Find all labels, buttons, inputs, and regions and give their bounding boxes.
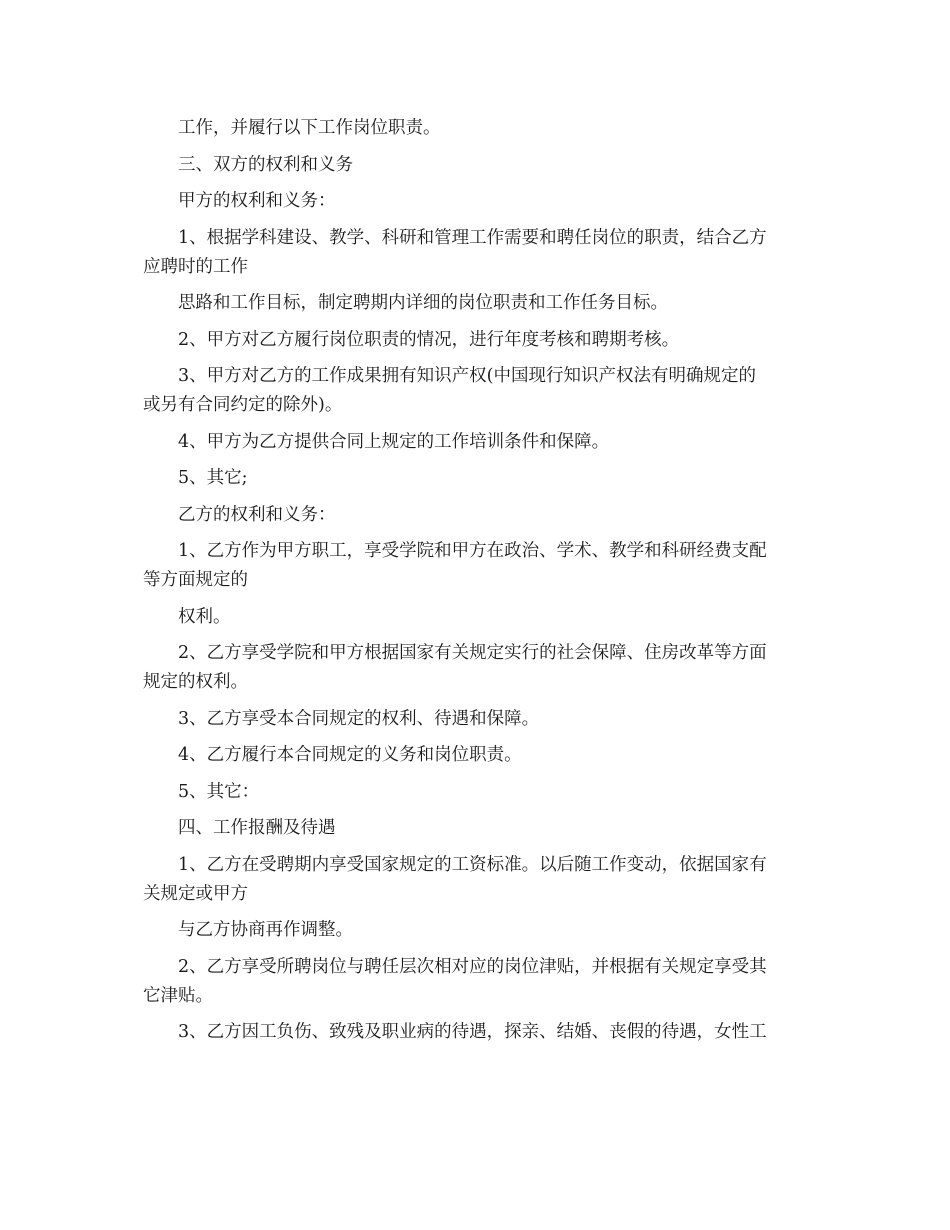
paragraph-line: 4、乙方履行本合同规定的义务和岗位职责。: [178, 745, 522, 765]
paragraph: [143, 705, 808, 734]
paragraph: [143, 326, 808, 355]
paragraph-line: 5、其它：: [178, 781, 260, 802]
paragraph-line: 思路和工作目标，制定聘期内详细的岗位职责和工作任务目标。: [178, 293, 668, 313]
paragraph-line: 3、乙方享受本合同规定的权利、待遇和保障。: [178, 708, 540, 729]
paragraph-line: 等方面规定的: [143, 570, 248, 590]
document-body: [143, 114, 808, 1055]
paragraph-line: 权利。: [178, 606, 231, 627]
paragraph: [143, 428, 808, 457]
paragraph: [143, 916, 808, 945]
paragraph-line: 1、乙方在受聘期内享受国家规定的工资标准。以后随工作变动，依据国家有: [178, 854, 767, 875]
paragraph: [143, 362, 808, 420]
paragraph: [143, 224, 808, 282]
paragraph-line: 2、乙方享受学院和甲方根据国家有关规定实行的社会保障、住房改革等方面: [178, 643, 767, 663]
subheading: [143, 187, 808, 216]
section-heading-text: 三、双方的权利和义务: [178, 154, 353, 175]
section-heading: [143, 151, 808, 180]
paragraph-line: 1、乙方作为甲方职工，享受学院和甲方在政治、学术、教学和科研经费支配: [178, 541, 767, 561]
paragraph-line: 1、根据学科建设、教学、科研和管理工作需要和聘任岗位的职责，结合乙方: [178, 227, 767, 248]
paragraph-line: 工作，并履行以下工作岗位职责。: [178, 118, 441, 138]
paragraph: [143, 603, 808, 632]
section-heading: [143, 814, 808, 843]
paragraph-line: 4、甲方为乙方提供合同上规定的工作培训条件和保障。: [178, 431, 610, 452]
subheading-text: 乙方的权利和义务：: [178, 504, 336, 525]
paragraph: [143, 953, 808, 1011]
paragraph-line: 或另有合同约定的除外)。: [143, 395, 343, 415]
paragraph: [143, 639, 808, 697]
paragraph-line: 它津贴。: [143, 985, 213, 1006]
paragraph-line: 规定的权利。: [143, 672, 248, 692]
paragraph-line: 5、其它;: [178, 468, 248, 488]
paragraph-line: 与乙方协商再作调整。: [178, 920, 353, 940]
paragraph: [143, 778, 808, 807]
paragraph-line: 应聘时的工作: [143, 256, 248, 277]
paragraph-line: 关规定或甲方: [143, 883, 248, 904]
paragraph: [143, 537, 808, 595]
subheading-text: 甲方的权利和义务：: [178, 191, 336, 211]
paragraph: [143, 851, 808, 909]
paragraph: [143, 1018, 808, 1047]
paragraph: [143, 741, 808, 770]
paragraph: [143, 289, 808, 318]
paragraph: [143, 464, 808, 493]
subheading: [143, 501, 808, 530]
paragraph-line: 3、乙方因工负伤、致残及职业病的待遇，探亲、结婚、丧假的待遇，女性工: [178, 1022, 767, 1042]
paragraph-line: 2、乙方享受所聘岗位与聘任层次相对应的岗位津贴，并根据有关规定享受其: [178, 956, 767, 977]
paragraph-line: 3、甲方对乙方的工作成果拥有知识产权(中国现行知识产权法有明确规定的: [178, 366, 756, 386]
paragraph-line: 2、甲方对乙方履行岗位职责的情况，进行年度考核和聘期考核。: [178, 329, 680, 350]
section-heading-text: 四、工作报酬及待遇: [178, 818, 336, 838]
paragraph: [143, 114, 808, 143]
